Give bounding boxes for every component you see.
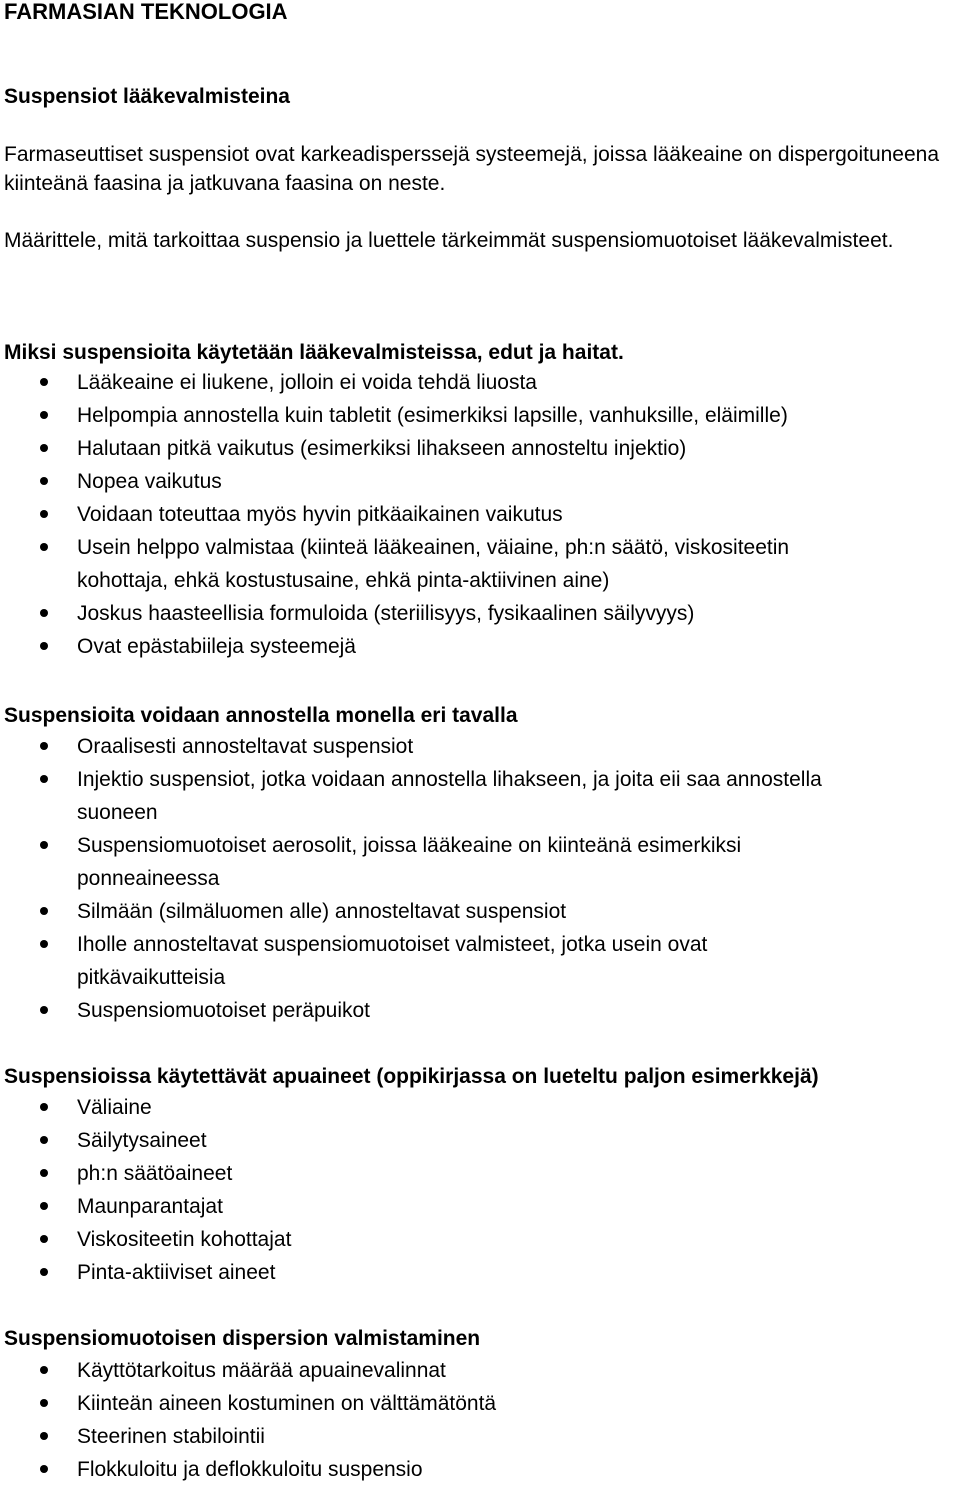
list-item-text: Iholle annosteltavat suspensiomuotoiset valmisteet, jotka usein ovat: [77, 933, 708, 956]
section-heading-valmistaminen: Suspensiomuotoisen dispersion valmistaminen: [4, 1327, 481, 1350]
bullet-icon: [40, 378, 48, 386]
valmistaminen-list: [0, 1354, 960, 1486]
list-item: [0, 1256, 960, 1289]
bullet-icon: [40, 543, 48, 551]
list-item-text: Käyttötarkoitus määrää apuainevalinnat: [77, 1359, 446, 1382]
bullet-icon: [40, 1235, 48, 1243]
list-item: [0, 366, 960, 399]
list-item-text: Injektio suspensiot, jotka voidaan annostella lihakseen, ja joita eii saa annostella: [77, 768, 822, 791]
list-item-text: Halutaan pitkä vaikutus (esimerkiksi lihakseen annosteltu injektio): [77, 437, 687, 460]
list-item: [0, 1190, 960, 1223]
bullet-icon: [40, 1399, 48, 1407]
list-item-text: Maunparantajat: [77, 1195, 223, 1218]
bullet-icon: [40, 775, 48, 783]
list-item-text: Helpompia annostella kuin tabletit (esimerkiksi lapsille, vanhuksille, eläimille): [77, 404, 788, 427]
document-title: FARMASIAN TEKNOLOGIA: [4, 0, 288, 24]
list-item: [0, 432, 960, 465]
list-item-text: Pinta-aktiiviset aineet: [77, 1261, 276, 1284]
list-item-text: Voidaan toteuttaa myös hyvin pitkäaikainen vaikutus: [77, 503, 563, 526]
list-item-text: Silmään (silmäluomen alle) annosteltavat suspensiot: [77, 900, 567, 923]
bullet-icon: [40, 1432, 48, 1440]
apuaineet-list: [0, 1091, 960, 1289]
bullet-icon: [40, 642, 48, 650]
bullet-icon: [40, 1202, 48, 1210]
bullet-icon: [40, 1006, 48, 1014]
bullet-icon: [40, 477, 48, 485]
list-item: [0, 531, 960, 597]
bullet-icon: [40, 1465, 48, 1473]
list-item-text: Usein helppo valmistaa (kiinteä lääkeainen, väiaine, ph:n säätö, viskositeetin: [77, 536, 790, 559]
list-item-text: Joskus haasteellisia formuloida (steriilisyys, fysikaalinen säilyvyys): [77, 602, 695, 625]
list-item-text: Lääkeaine ei liukene, jolloin ei voida tehdä liuosta: [77, 371, 537, 394]
list-item: [0, 498, 960, 531]
task-paragraph: Määrittele, mitä tarkoittaa suspensio ja luettele tärkeimmät suspensiomuotoiset lääkevalmisteet.: [4, 229, 894, 252]
bullet-icon: [40, 411, 48, 419]
list-item: [0, 465, 960, 498]
bullet-icon: [40, 609, 48, 617]
list-item: [0, 994, 960, 1027]
bullet-icon: [40, 1136, 48, 1144]
edut-haitat-list: [0, 366, 960, 663]
list-item: [0, 829, 960, 895]
annostelu-list: [0, 730, 960, 1027]
list-item: [0, 1354, 960, 1387]
list-item: [0, 928, 960, 994]
list-item: [0, 597, 960, 630]
list-item-text: kohottaja, ehkä kostustusaine, ehkä pinta-aktiivinen aine): [77, 569, 610, 592]
list-item: [0, 1453, 960, 1486]
intro-paragraph: Farmaseuttiset suspensiot ovat karkeadisperssejä systeemejä, joissa lääkeaine on dispergoituneena kiinteänä faasina ja jatkuvana faasina on neste.: [4, 143, 940, 195]
list-item-text: suoneen: [77, 801, 158, 824]
list-item: [0, 763, 960, 829]
list-item-text: Kiinteän aineen kostuminen on välttämätöntä: [77, 1392, 497, 1415]
bullet-icon: [40, 742, 48, 750]
bullet-icon: [40, 841, 48, 849]
list-item-text: Säilytysaineet: [77, 1129, 207, 1152]
list-item: [0, 1091, 960, 1124]
list-item: [0, 1420, 960, 1453]
list-item-text: ph:n säätöaineet: [77, 1162, 233, 1185]
bullet-icon: [40, 1268, 48, 1276]
section-heading-annostelu: Suspensioita voidaan annostella monella eri tavalla: [4, 704, 518, 727]
section-heading-edut-haitat: Miksi suspensioita käytetään lääkevalmisteissa, edut ja haitat.: [4, 341, 624, 364]
list-item: [0, 895, 960, 928]
bullet-icon: [40, 940, 48, 948]
list-item-text: Viskositeetin kohottajat: [77, 1228, 292, 1251]
bullet-icon: [40, 907, 48, 915]
list-item: [0, 399, 960, 432]
list-item-text: Steerinen stabilointii: [77, 1425, 265, 1448]
list-item-text: Väliaine: [77, 1096, 152, 1119]
list-item: [0, 1124, 960, 1157]
list-item: [0, 1223, 960, 1256]
list-item-text: Suspensiomuotoiset aerosolit, joissa lääkeaine on kiinteänä esimerkiksi: [77, 834, 742, 857]
list-item-text: Suspensiomuotoiset peräpuikot: [77, 999, 371, 1022]
bullet-icon: [40, 1366, 48, 1374]
bullet-icon: [40, 1169, 48, 1177]
list-item: [0, 1387, 960, 1420]
bullet-icon: [40, 1103, 48, 1111]
list-item-text: pitkävaikutteisia: [77, 966, 226, 989]
list-item: [0, 730, 960, 763]
list-item-text: ponneaineessa: [77, 867, 220, 890]
list-item-text: Nopea vaikutus: [77, 470, 222, 493]
list-item: [0, 1157, 960, 1190]
section-heading-suspensiot: Suspensiot lääkevalmisteina: [4, 85, 290, 108]
bullet-icon: [40, 510, 48, 518]
bullet-icon: [40, 444, 48, 452]
section-heading-apuaineet: Suspensioissa käytettävät apuaineet (oppikirjassa on lueteltu paljon esimerkkejä): [4, 1065, 819, 1088]
list-item: [0, 630, 960, 663]
list-item-text: Flokkuloitu ja deflokkuloitu suspensio: [77, 1458, 423, 1481]
list-item-text: Oraalisesti annosteltavat suspensiot: [77, 735, 414, 758]
list-item-text: Ovat epästabiileja systeemejä: [77, 635, 356, 658]
